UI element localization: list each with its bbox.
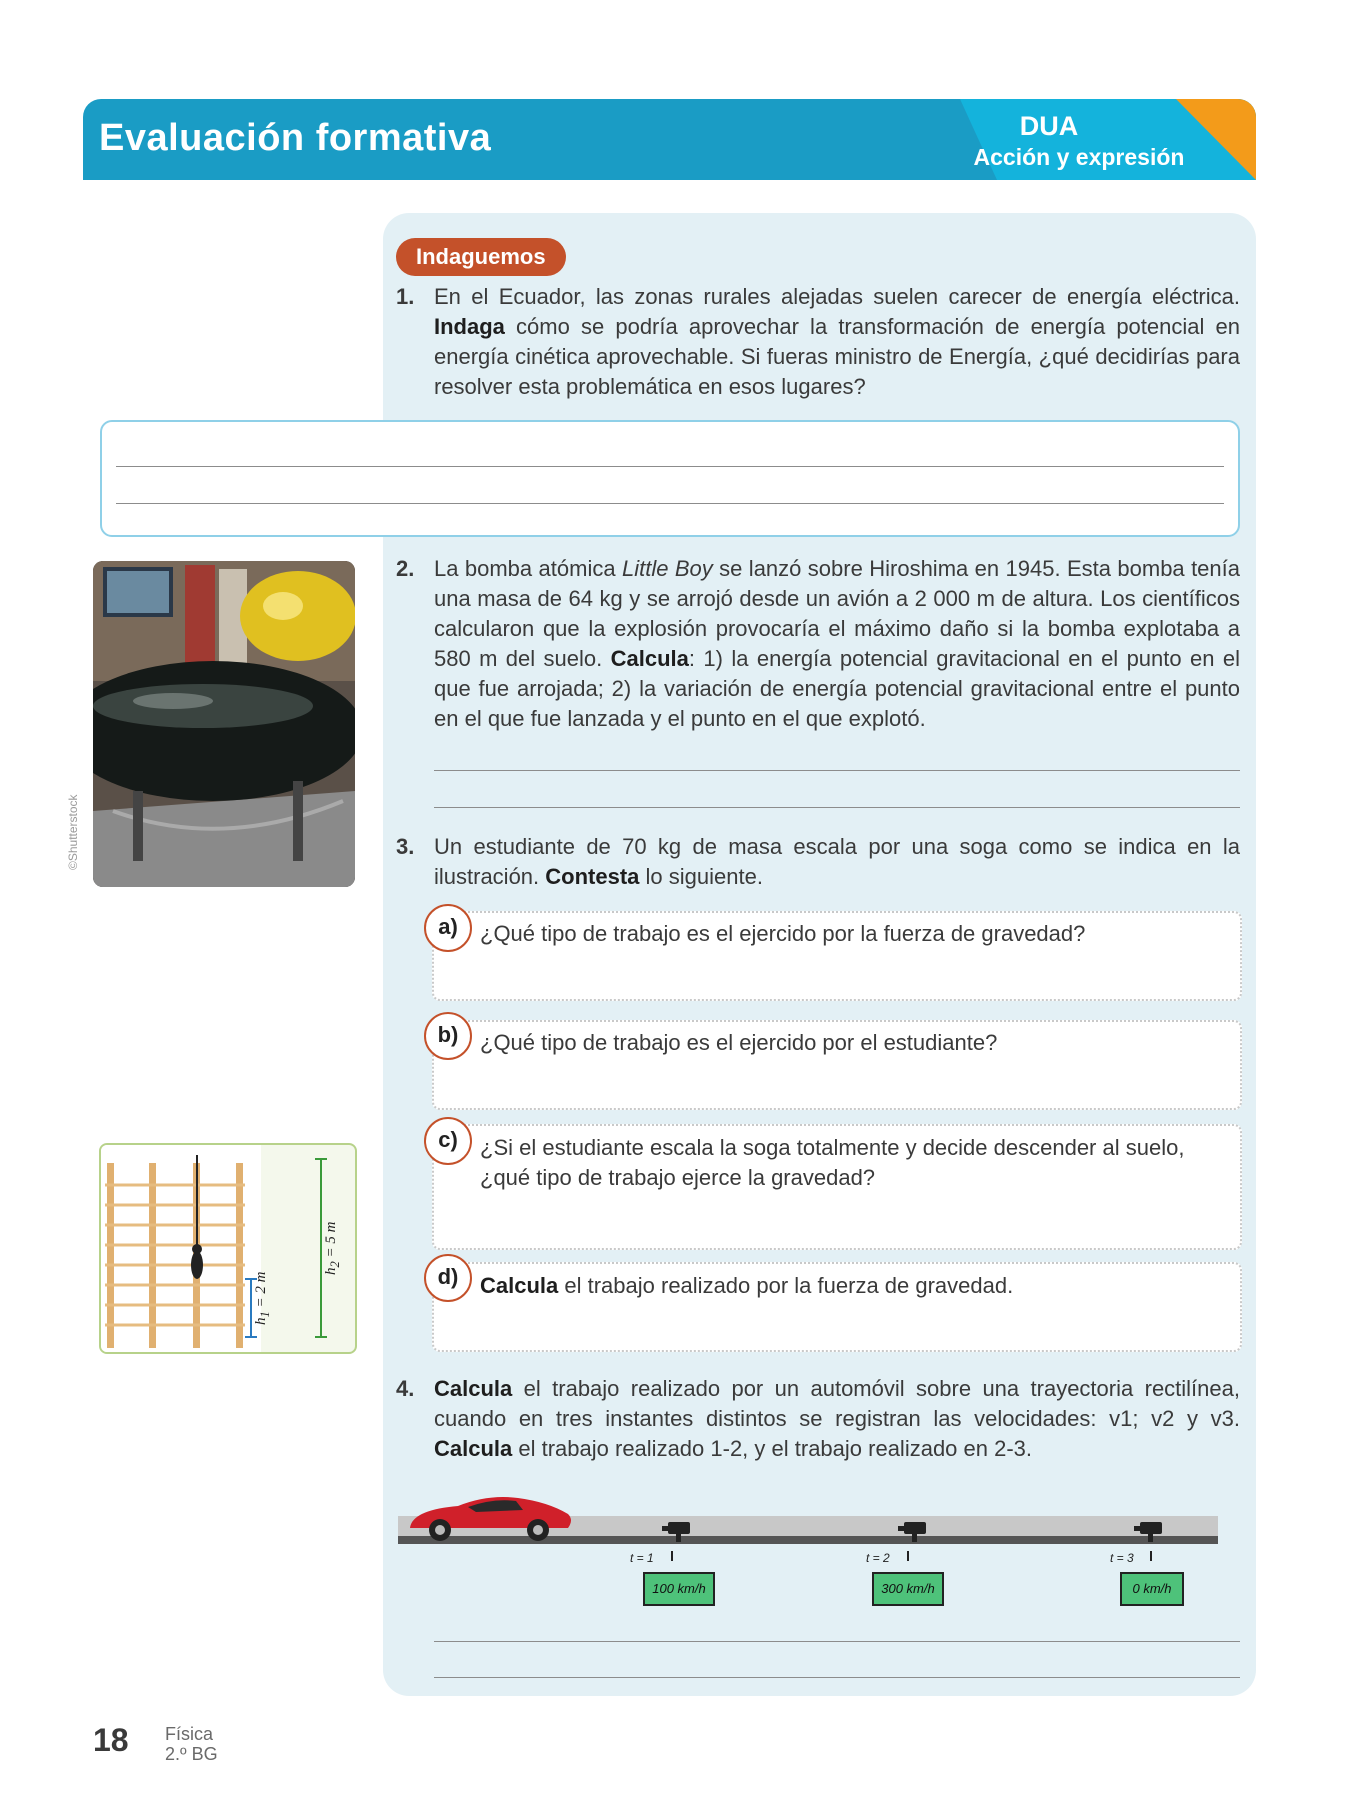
q3d-verb: Calcula (480, 1273, 559, 1298)
h1-subscript: 1 (258, 1311, 272, 1318)
h2-value: = 5 m (323, 1221, 339, 1258)
q3c-label: c) (424, 1117, 472, 1165)
dua-title: DUA (1019, 111, 1079, 141)
h1-label (253, 1272, 273, 1325)
q3-text-2: lo siguiente. (639, 864, 763, 889)
q4-answer-line[interactable] (434, 1641, 1240, 1642)
time-label-1: t = 1 (630, 1551, 654, 1565)
q3d-label: d) (424, 1254, 472, 1302)
q3a-label: a) (424, 904, 472, 952)
question-1-text (434, 282, 1240, 402)
question-3-text (434, 832, 1240, 892)
h1-value: = 2 m (253, 1271, 269, 1308)
question-1-number: 1. (396, 284, 415, 309)
h1-symbol: h (253, 1317, 269, 1325)
question-2-number: 2. (396, 556, 415, 581)
h2-symbol: h (323, 1267, 339, 1275)
time-label-2: t = 2 (866, 1551, 890, 1565)
q3-verb: Contesta (545, 864, 640, 889)
q2-text-3: : 1) la energía potencial gravitacional en el punto en el que fue arrojada; 2) la variación de energía potencial gravitacional entre el punto en el que fue lanzada y el punto en el que explotó. (434, 646, 1240, 731)
q3b-text: ¿Qué tipo de trabajo es el ejercido por el estudiante? (480, 1030, 998, 1055)
q3d-text (480, 1271, 1220, 1301)
photo-credit: ©Shutterstock (66, 794, 80, 870)
q4-text-1: el trabajo realizado por un automóvil sobre una trayectoria rectilínea, cuando en tres instantes distintos se registran las velocidades: v1; v2 y v3. (434, 1376, 1240, 1431)
section-header (83, 99, 1256, 180)
time-label-3: t = 3 (1110, 1551, 1134, 1565)
q1-verb: Indaga (434, 314, 505, 339)
q2-text-2: se lanzó sobre Hiroshima en 1945. Esta bomba tenía una masa de 64 kg y se arrojó desde un avión a 2 000 m de altura. Los científicos calcularon que la explosión provocaría el máximo daño si la bomba explotaba a 580 m del suelo. (434, 556, 1240, 671)
q4-verb-2: Calcula (434, 1436, 513, 1461)
question-4-number: 4. (396, 1376, 415, 1401)
dua-subtitle: Acción y expresión (973, 144, 1185, 170)
question-2-text (434, 554, 1240, 734)
subject-name: Física (165, 1724, 214, 1744)
answer-line (116, 503, 1224, 504)
subject-info (165, 1724, 218, 1764)
subject-level: 2.º BG (165, 1744, 218, 1764)
tick-mark (671, 1551, 673, 1561)
speed-box-2: 300 km/h (872, 1572, 944, 1606)
q2-verb: Calcula (610, 646, 689, 671)
q4-verb-1: Calcula (434, 1376, 513, 1401)
q4-answer-line[interactable] (434, 1677, 1240, 1678)
q1-text-1: En el Ecuador, las zonas rurales alejadas suelen carecer de energía eléctrica. (434, 284, 1240, 309)
question-4-text (434, 1374, 1240, 1464)
indaguemos-tag: Indaguemos (396, 238, 566, 276)
q2-answer-line[interactable] (434, 770, 1240, 771)
q1-text-2: cómo se podría aprovechar la transformación de energía potencial en energía cinética aprovechable. Si fueras ministro de Energía, ¿qué decidirías para resolver esta problemática en esos lugares? (434, 314, 1240, 399)
page-number: 18 (93, 1722, 129, 1758)
speed-box-3: 0 km/h (1120, 1572, 1184, 1606)
answer-line (116, 466, 1224, 467)
rope-climbing-illustration (99, 1143, 357, 1354)
speed-box-1: 100 km/h (643, 1572, 715, 1606)
q2-answer-line[interactable] (434, 807, 1240, 808)
section-title: Evaluación formativa (99, 117, 492, 159)
h2-label (323, 1222, 343, 1275)
q4-text-2: el trabajo realizado 1-2, y el trabajo realizado en 2-3. (512, 1436, 1033, 1461)
q3a-text: ¿Qué tipo de trabajo es el ejercido por la fuerza de gravedad? (480, 921, 1086, 946)
little-boy-photo (93, 561, 355, 887)
q3-text-1: Un estudiante de 70 kg de masa escala por una soga como se indica en la ilustración. (434, 834, 1240, 889)
q3c-text: ¿Si el estudiante escala la soga totalmente y decide descender al suelo, ¿qué tipo de trabajo ejerce la gravedad? (480, 1135, 1185, 1190)
q3d-text-rest: el trabajo realizado por la fuerza de gravedad. (558, 1273, 1014, 1298)
tick-mark (1150, 1551, 1152, 1561)
tick-mark (907, 1551, 909, 1561)
question-3-number: 3. (396, 834, 415, 859)
h2-subscript: 2 (328, 1261, 342, 1268)
car-trajectory-diagram (398, 1480, 1218, 1620)
q3b-label: b) (424, 1012, 472, 1060)
question-1-answer-box[interactable] (100, 420, 1240, 537)
q2-bomb-name: Little Boy (621, 556, 713, 581)
q2-text-1: La bomba atómica (434, 556, 622, 581)
